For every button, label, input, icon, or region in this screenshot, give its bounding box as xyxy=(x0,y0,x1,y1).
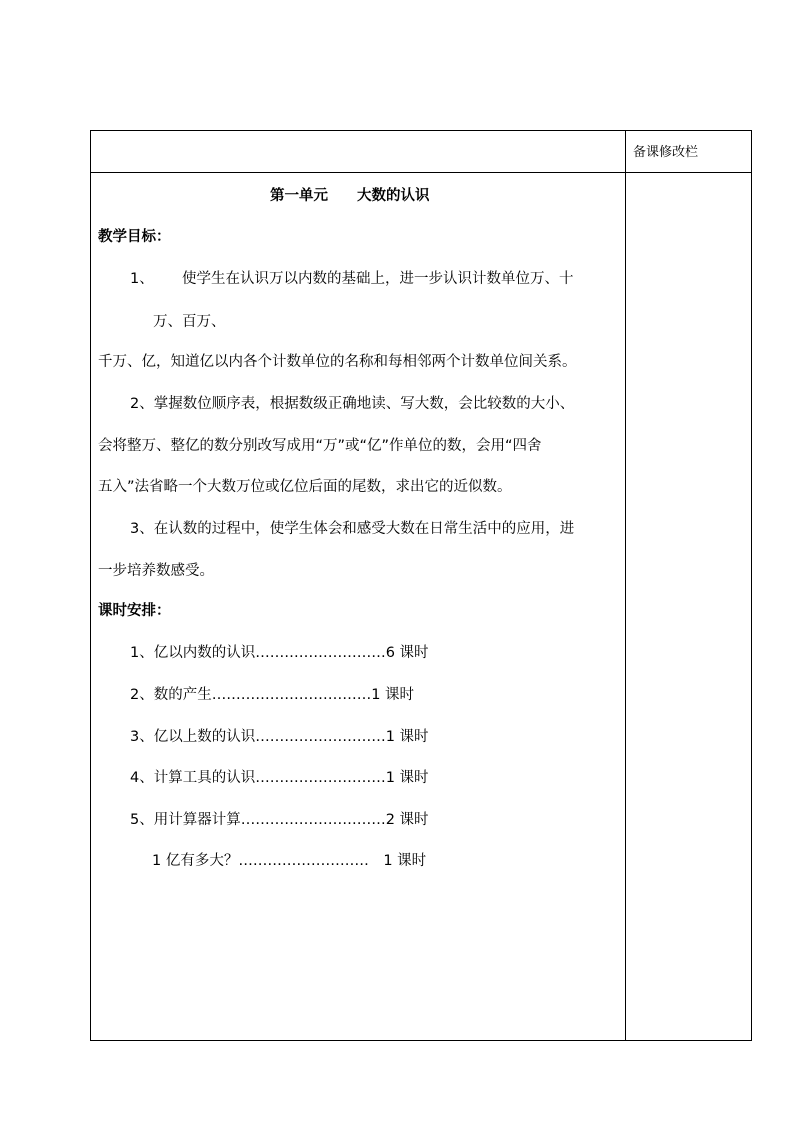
goal-2-line-1: 2、掌握数位顺序表，根据数级正确地读、写大数，会比较数的大小、 xyxy=(130,396,575,412)
goal-3-line-2: 一步培养数感受。 xyxy=(98,563,214,579)
unit-title: 第一单元 大数的认识 xyxy=(270,188,430,204)
schedule-item: 2、数的产生……………………………1 课时 xyxy=(130,687,415,703)
goal-3-line-1: 3、在认数的过程中，使学生体会和感受大数在日常生活中的应用，进 xyxy=(130,521,575,537)
schedule-heading: 课时安排： xyxy=(98,603,171,619)
schedule-item: 3、亿以上数的认识………………………1 课时 xyxy=(130,729,429,745)
goal-1-line-1: 使学生在认识万以内数的基础上，进一步认识计数单位万、十 xyxy=(182,271,574,287)
goal-1-number: 1、 xyxy=(130,271,154,287)
side-column-header: 备课修改栏 xyxy=(633,145,699,160)
header-row-divider xyxy=(90,172,752,173)
goal-1-line-2: 万、百万、 xyxy=(153,314,226,330)
schedule-item: 1、亿以内数的认识………………………6 课时 xyxy=(130,645,429,661)
goals-heading: 教学目标： xyxy=(98,229,171,245)
goal-1-line-3: 千万、亿，知道亿以内各个计数单位的名称和每相邻两个计数单位间关系。 xyxy=(98,354,577,370)
column-divider xyxy=(625,130,626,1041)
goal-2-line-3: 五入”法省略一个大数万位或亿位后面的尾数，求出它的近似数。 xyxy=(98,479,512,495)
schedule-item: 1 亿有多大？……………………… 1 课时 xyxy=(152,853,427,869)
schedule-item: 5、用计算器计算…………………………2 课时 xyxy=(130,812,429,828)
goal-2-line-2: 会将整万、整亿的数分别改写成用“万”或“亿”作单位的数，会用“四舍 xyxy=(98,438,542,454)
schedule-item: 4、计算工具的认识………………………1 课时 xyxy=(130,770,429,786)
lesson-plan-table xyxy=(90,130,752,1041)
